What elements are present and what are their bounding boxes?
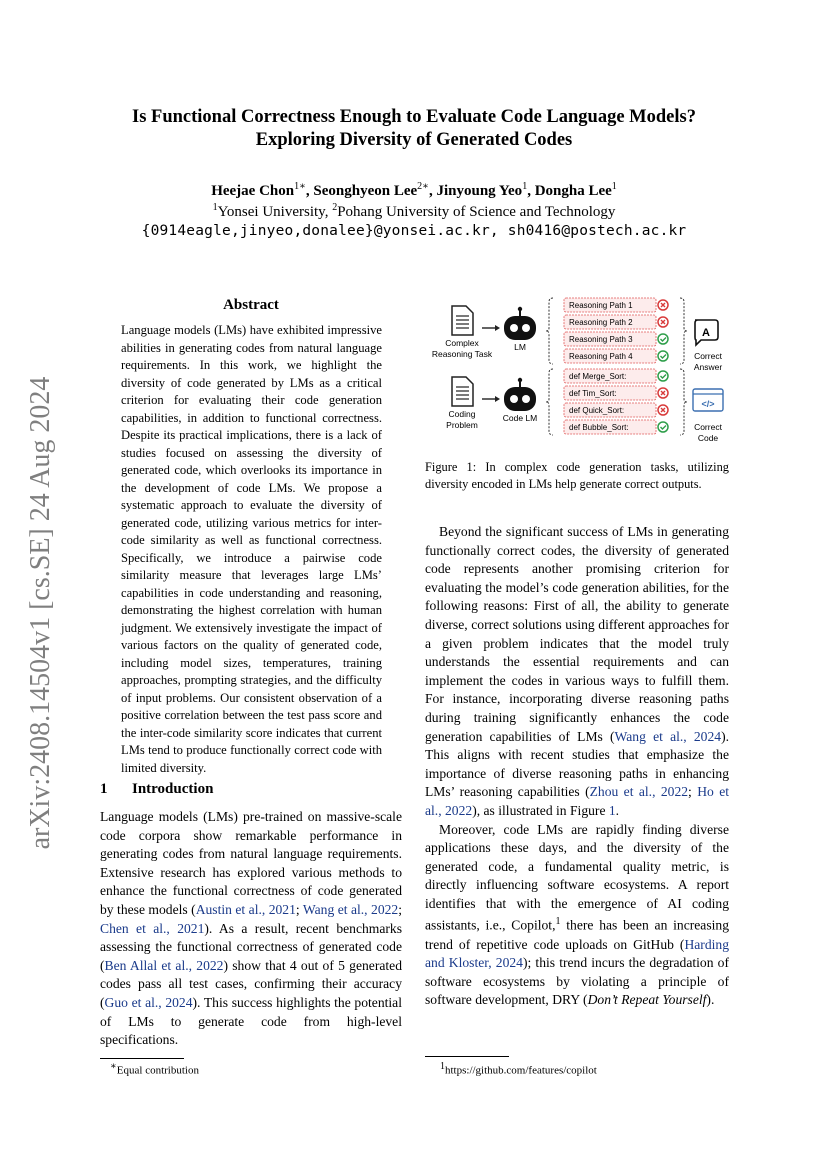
brace xyxy=(680,369,687,435)
brace xyxy=(680,298,687,364)
path-label: def Quick_Sort: xyxy=(569,406,625,415)
path-label: Reasoning Path 3 xyxy=(569,335,633,344)
title-line-2: Exploring Diversity of Generated Codes xyxy=(255,130,573,150)
author-emails: {0914eagle,jinyeo,donalee}@yonsei.ac.kr, sh0416@postech.ac.kr xyxy=(141,223,687,239)
citation-link[interactable]: Guo et al., 2024 xyxy=(104,994,193,1010)
section-heading xyxy=(100,781,213,798)
cross-mark xyxy=(661,408,665,412)
citation-link[interactable]: 1 xyxy=(608,802,616,818)
cross-mark xyxy=(661,320,665,324)
arxiv-id: arXiv:2408.14504v1 [cs.SE] 24 Aug 2024 xyxy=(25,376,56,850)
author-name: Dongha Lee xyxy=(534,183,612,199)
affiliations xyxy=(0,202,828,221)
output-label: Code xyxy=(697,433,719,443)
footnote-right-mark: 1 xyxy=(440,1061,445,1072)
arrowhead xyxy=(495,396,500,402)
section-title: Introduction xyxy=(132,781,214,797)
answer-glyph: A xyxy=(702,327,710,339)
arxiv-stamp xyxy=(21,373,61,853)
check-icon xyxy=(658,422,668,432)
footnote-left-mark: ∗ xyxy=(110,1061,117,1072)
path-label: def Merge_Sort: xyxy=(569,372,627,381)
path-label: def Tim_Sort: xyxy=(569,389,617,398)
cross-mark xyxy=(661,391,665,395)
footnote-mark: 1 xyxy=(555,916,561,928)
citation-link[interactable]: Wang et al., 2024 xyxy=(614,728,722,744)
author-affil-mark: 1 xyxy=(522,181,528,192)
path-label: Reasoning Path 1 xyxy=(569,301,633,310)
input-label: Coding xyxy=(448,409,476,419)
check-mark xyxy=(661,338,667,342)
citation-link[interactable]: Harding and Kloster, 2024 xyxy=(425,936,729,971)
author-list: Heejae Chon$^{1∗}$, Seonghyeon Lee$^{2∗}$, Jinyoung Yeo$^1$, Dongha Lee$^1$ xyxy=(211,181,617,199)
intro-right-text xyxy=(425,523,729,1010)
check-icon xyxy=(658,351,668,361)
brace xyxy=(546,298,553,364)
robot-eye xyxy=(510,395,518,403)
citation-link[interactable]: Ho et al., 2022 xyxy=(425,784,730,818)
cross-mark xyxy=(661,303,665,307)
input-label: Reasoning Task xyxy=(431,349,493,359)
citation-link[interactable]: Zhou et al., 2022 xyxy=(589,784,689,800)
robot-antenna-tip xyxy=(518,307,522,311)
citation-link[interactable]: Wang et al., 2022 xyxy=(302,901,399,917)
code-glyph: </> xyxy=(701,399,715,409)
figure-caption: Figure 1: In complex code generation tasks, utilizing diversity encoded in LMs help generate correct outputs. xyxy=(425,460,729,491)
robot-icon xyxy=(504,316,536,340)
check-mark xyxy=(661,375,667,379)
abstract-text: Language models (LMs) have exhibited impressive abilities in generating codes from natural language requirements. In this work, we highlight the diversity of code generated by LMs as a critical criterion for evaluating their code generation capabilities, in addition to functional correctness. Despite its practical implications, there is a lack of studies focused on assessing the diversity of generated code, which overlooks its importance in the development of code LMs. We propose a systematic approach to evaluate the diversity of generated code, utilizing various metrics for inter-code similarity as well as functional correctness. Specifically, we introduce a pairwise code similarity measure that leverages large LMs’ capabilities in code understanding and reasoning, demonstrating the highest correlation with human judgment. We extensively investigate the impact of various factors on the quality of generated code, including model sizes, temperatures, training approaches, prompting strategies, and the difficulty of input problems. Our consistent observation of a positive correlation between the test pass score and the inter-code similarity score indicates that current LMs tend to produce functionally correct code with limited diversity. xyxy=(121,323,382,775)
intro-left-paragraph: Language models (LMs) pre-trained on massive-scale code corpora show remarkable performance in generating codes from natural language requirements. Extensive research has explored various methods to enhance the functional correctness of code generated by these models (Austin et al., 2021; Wang et al., 2022; Chen et al., 2021). As a result, recent benchmarks assessing the functional correctness of generated code (Ben Allal et al., 2022) show that 4 out of 5 generated codes pass all test cases, confirming their accuracy (Guo et al., 2024). This success highlights the potential of LMs to generate code from high-level specifications. xyxy=(100,809,403,1048)
title-line-1: Is Functional Correctness Enough to Evaluate Code Language Models? xyxy=(132,107,696,127)
author-affil-mark: 1∗ xyxy=(294,181,306,192)
affil-sup-2: 2 xyxy=(332,202,338,213)
affil-sup-1: 1 xyxy=(212,202,218,213)
robot-icon xyxy=(504,387,536,411)
output-label: Correct xyxy=(694,351,722,361)
check-mark xyxy=(661,355,667,359)
citation-link[interactable]: Chen et al., 2021 xyxy=(100,920,205,936)
footnote-left-text: Equal contribution xyxy=(116,1064,199,1077)
model-label: LM xyxy=(514,342,526,352)
output-label: Answer xyxy=(693,362,723,372)
robot-eye xyxy=(522,324,530,332)
author-name: Heejae Chon xyxy=(211,183,295,199)
footnote-rule-right xyxy=(425,1056,509,1057)
citation-link[interactable]: Austin et al., 2021 xyxy=(195,901,296,917)
emphasis: Don’t Repeat Yourself xyxy=(587,992,707,1008)
check-icon xyxy=(658,334,668,344)
robot-antenna-tip xyxy=(518,378,522,382)
affil-2: Pohang University of Science and Technology xyxy=(337,204,616,220)
section-number: 1 xyxy=(100,781,108,797)
input-label: Problem xyxy=(446,420,478,430)
robot-eye xyxy=(510,324,518,332)
intro-paragraph-2: Beyond the significant success of LMs in generating functionally correct codes, the diversity of generated code represents another promising criterion for evaluating the model’s code generation abilities, for the following reasons: First of all, the ability to generate diverse, correct solutions using different approaches for a given problem indicates that the model truly understands the essential requirements and can implement the codes in various ways to fulfill them. For instance, incorporating diverse reasoning paths during training significantly enhances the code generation capabilities of LMs (Wang et al., 2024). This aligns with recent studies that emphasize the importance of diverse reasoning paths in enhancing LMs’ reasoning capabilities (Zhou et al., 2022; Ho et al., 2022), as illustrated in Figure 1. xyxy=(425,524,730,818)
output-label: Correct xyxy=(694,422,722,432)
author-name: Jinyoung Yeo xyxy=(436,183,523,199)
path-label: Reasoning Path 4 xyxy=(569,352,633,361)
footnote-left xyxy=(110,1061,199,1077)
check-mark xyxy=(661,426,667,430)
arrowhead xyxy=(495,325,500,331)
affil-1: Yonsei University, xyxy=(217,204,333,220)
figure-1 xyxy=(425,292,729,444)
author-name: Seonghyeon Lee xyxy=(313,183,418,199)
brace xyxy=(546,369,553,435)
footnote-right-link[interactable]: https://github.com/features/copilot xyxy=(445,1064,597,1077)
paper-title xyxy=(0,106,828,152)
path-label: Reasoning Path 2 xyxy=(569,318,633,327)
author-affil-mark: 1 xyxy=(611,181,617,192)
citation-link[interactable]: Ben Allal et al., 2022 xyxy=(104,957,224,973)
model-label: Code LM xyxy=(502,413,538,423)
check-icon xyxy=(658,371,668,381)
author-affil-mark: 2∗ xyxy=(417,181,429,192)
intro-paragraph-3: Moreover, code LMs are rapidly finding diverse applications these days, and the diversity of the generated code, a fundamental quality metric, is directly influencing software ecosystems. A report identifies that with the emergence of AI coding assistants, i.e., Copilot,$^1$ there has been an increasing trend of repetitive code uploads on GitHub (Harding and Kloster, 2024); this trend incurs the degradation of software ecosystems by violating a principle of software development, DRY (Don’t Repeat Yourself). xyxy=(425,821,729,1008)
abstract-heading: Abstract xyxy=(223,297,279,313)
robot-eye xyxy=(522,395,530,403)
footnote-right xyxy=(440,1061,597,1077)
input-label: Complex xyxy=(445,338,479,348)
path-label: def Bubble_Sort: xyxy=(569,423,629,432)
footnote-rule-left xyxy=(100,1058,184,1059)
